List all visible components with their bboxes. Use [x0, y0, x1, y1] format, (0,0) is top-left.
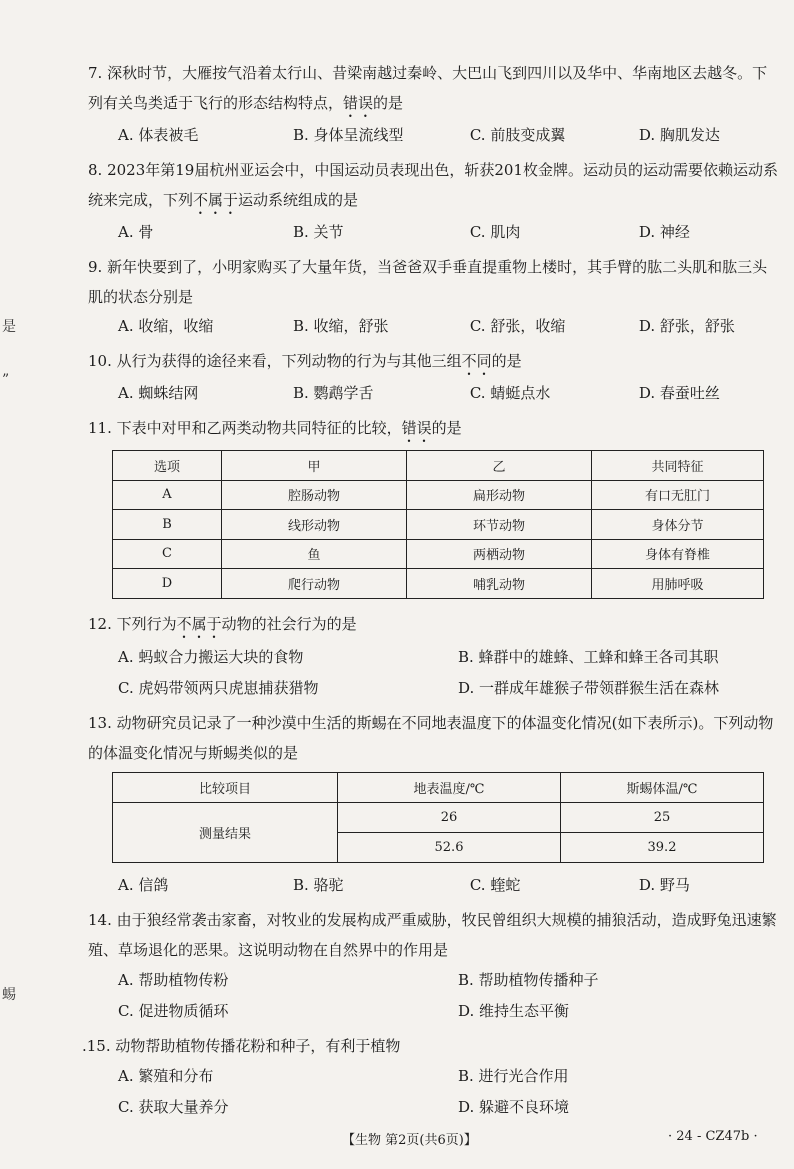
table-cell: C [113, 539, 222, 569]
table-cell: 哺乳动物 [407, 569, 592, 599]
stem-text: 9. 新年快要到了，小明家购买了大量年货，当爸爸双手垂直提重物上楼时，其手臂的肱二头肌和肱三头肌的状态分别是 [88, 258, 768, 306]
table-row [113, 539, 764, 569]
options [88, 312, 778, 340]
table-cell: 25 [561, 802, 764, 832]
question-stem [88, 346, 778, 379]
table-cell: 爬行动物 [222, 569, 407, 599]
emphasis-word: 不属于 [176, 614, 222, 633]
stem-text-end: 的是 [431, 419, 462, 437]
table-cell: 两栖动物 [407, 539, 592, 569]
question-7 [88, 58, 778, 149]
question-stem [88, 155, 778, 218]
stem-text: 8. 2023年第19届杭州亚运会中，中国运动员表现出色，斩获201枚金牌。运动员的运动需要依赖运动系统来完成，下列 [88, 161, 778, 209]
table-cell: 39.2 [561, 832, 764, 862]
option-a[interactable]: A. 繁殖和分布 [118, 1066, 214, 1085]
options [88, 965, 778, 1027]
question-14 [88, 905, 778, 1027]
stem-text: 7. 深秋时节，大雁按气沿着太行山、昔梁南越过秦岭、大巴山飞到四川以及华中、华南地区去越冬。下列有关鸟类适于飞行的形态结构特点， [88, 64, 768, 112]
header-cell: 选项 [113, 451, 222, 481]
option-b[interactable]: B. 帮助植物传播种子 [458, 970, 599, 989]
emphasis-word: 错误 [343, 94, 374, 112]
emphasis-word: 不属于 [193, 191, 239, 209]
question-stem: .15. 动物帮助植物传播花粉和种子，有利于植物 [82, 1036, 401, 1055]
table-cell: 52.6 [338, 832, 561, 862]
question-stem [88, 609, 778, 642]
question-13 [88, 708, 778, 899]
temperature-table [112, 772, 764, 863]
question-9 [88, 252, 778, 340]
stem-text: 11. 下表中对甲和乙两类动物共同特征的比较， [88, 419, 402, 437]
options [88, 642, 778, 704]
option-b[interactable]: B. 身体呈流线型 [292, 126, 404, 144]
question-stem [88, 413, 778, 446]
question-15 [82, 1031, 778, 1123]
option-c[interactable]: C. 舒张，收缩 [469, 317, 566, 335]
table-cell: 26 [338, 802, 561, 832]
option-b[interactable]: B. 进行光合作用 [458, 1066, 569, 1085]
question-stem: 13. 动物研究员记录了一种沙漠中生活的斯蜴在不同地表温度下的体温变化情况(如下表所示)。下列动物的体温变化情况与斯蜴类似的是 [88, 713, 774, 762]
options [88, 1061, 778, 1123]
header-cell: 甲 [222, 451, 407, 481]
header-cell: 地表温度/℃ [338, 772, 561, 802]
option-c[interactable]: C. 前肢变成翼 [469, 126, 566, 144]
margin-fragment-1: 是 [2, 319, 16, 335]
option-b[interactable]: B. 蜂群中的雄蜂、工蜂和蜂王各司其职 [458, 647, 719, 666]
margin-fragment-3: 蜴 [2, 987, 16, 1003]
option-c[interactable]: C. 获取大量养分 [118, 1097, 229, 1116]
table-cell: 用肺呼吸 [592, 569, 764, 599]
header-cell: 共同特征 [592, 451, 764, 481]
question-8 [88, 155, 778, 246]
emphasis-word: 错误 [401, 419, 432, 437]
table-cell: 腔肠动物 [222, 480, 407, 510]
table-cell: 身体有脊椎 [592, 539, 764, 569]
option-a[interactable]: A. 蜘蛛结网 [118, 384, 199, 402]
stem-text-end: 动物的社会行为的是 [221, 614, 357, 633]
option-d[interactable]: D. 躲避不良环境 [458, 1097, 570, 1116]
option-a[interactable]: A. 收缩，收缩 [118, 317, 214, 335]
table-header-row [113, 451, 764, 481]
table-header-row [113, 772, 764, 802]
stem-text: 10. 从行为获得的途径来看，下列动物的行为与其他三组 [88, 352, 462, 370]
table-cell: D [113, 569, 222, 599]
table-cell: 鱼 [222, 539, 407, 569]
option-a[interactable]: A. 信鸽 [118, 875, 169, 894]
header-cell: 斯蜴体温/℃ [561, 772, 764, 802]
option-c[interactable]: C. 促进物质循环 [118, 1001, 229, 1020]
option-a[interactable]: A. 骨 [118, 223, 154, 241]
option-a[interactable]: A. 蚂蚁合力搬运大块的食物 [118, 647, 304, 666]
option-d[interactable]: D. 春蚕吐丝 [638, 384, 720, 402]
option-b[interactable]: B. 关节 [292, 223, 344, 241]
option-d[interactable]: D. 野马 [638, 875, 690, 894]
option-b[interactable]: B. 骆驼 [292, 875, 344, 894]
page-number: 【生物 第2页(共6页)】 [342, 1133, 477, 1148]
option-b[interactable]: B. 收缩，舒张 [292, 317, 389, 335]
options [88, 121, 778, 149]
row-label: 测量结果 [113, 802, 338, 862]
exam-code: · 24 - CZ47b · [668, 1129, 758, 1144]
emphasis-word: 不同 [461, 352, 492, 370]
header-cell: 乙 [407, 451, 592, 481]
table-cell: 环节动物 [407, 510, 592, 540]
option-c[interactable]: C. 虎妈带领两只虎崽捕获猎物 [118, 678, 319, 697]
comparison-table [112, 450, 764, 599]
header-cell: 比较项目 [113, 772, 338, 802]
options [88, 218, 778, 246]
table-cell: 线形动物 [222, 510, 407, 540]
question-stem [88, 58, 778, 121]
question-10 [88, 346, 778, 407]
table-cell: B [113, 510, 222, 540]
option-b[interactable]: B. 鹦鹉学舌 [292, 384, 374, 402]
margin-fragment-2: ” [2, 372, 10, 388]
option-a[interactable]: A. 体表被毛 [118, 126, 199, 144]
option-c[interactable]: C. 肌肉 [469, 223, 521, 241]
option-c[interactable]: C. 蜻蜓点水 [469, 384, 551, 402]
stem-text-end: 的是 [491, 352, 522, 370]
table-cell: A [113, 480, 222, 510]
question-stem [88, 252, 778, 312]
table-cell: 有口无肛门 [592, 480, 764, 510]
stem-text: 12. 下列行为 [88, 614, 177, 633]
option-d[interactable]: D. 舒张，舒张 [638, 317, 735, 335]
option-d[interactable]: D. 胸肌发达 [638, 126, 720, 144]
options [88, 379, 778, 407]
exam-page [82, 58, 778, 1127]
option-d[interactable]: D. 一群成年雄猴子带领群猴生活在森林 [458, 678, 720, 697]
table-row [113, 569, 764, 599]
table-row [113, 480, 764, 510]
option-c[interactable]: C. 蝰蛇 [469, 875, 521, 894]
question-stem: 14. 由于狼经常袭击家畜，对牧业的发展构成严重威胁，牧民曾组织大规模的捕狼活动，造成野兔迅速繁殖、草场退化的恶果。这说明动物在自然界中的作用是 [88, 910, 777, 959]
table-cell: 身体分节 [592, 510, 764, 540]
question-12 [88, 609, 778, 704]
table-row [113, 510, 764, 540]
options [88, 871, 778, 899]
option-a[interactable]: A. 帮助植物传粉 [118, 970, 229, 989]
option-d[interactable]: D. 神经 [638, 223, 690, 241]
question-11 [88, 413, 778, 599]
option-d[interactable]: D. 维持生态平衡 [458, 1001, 570, 1020]
stem-text-end: 的是 [373, 94, 404, 112]
stem-text-end: 运动系统组成的是 [238, 191, 359, 209]
table-cell: 扁形动物 [407, 480, 592, 510]
table-row [113, 802, 764, 832]
